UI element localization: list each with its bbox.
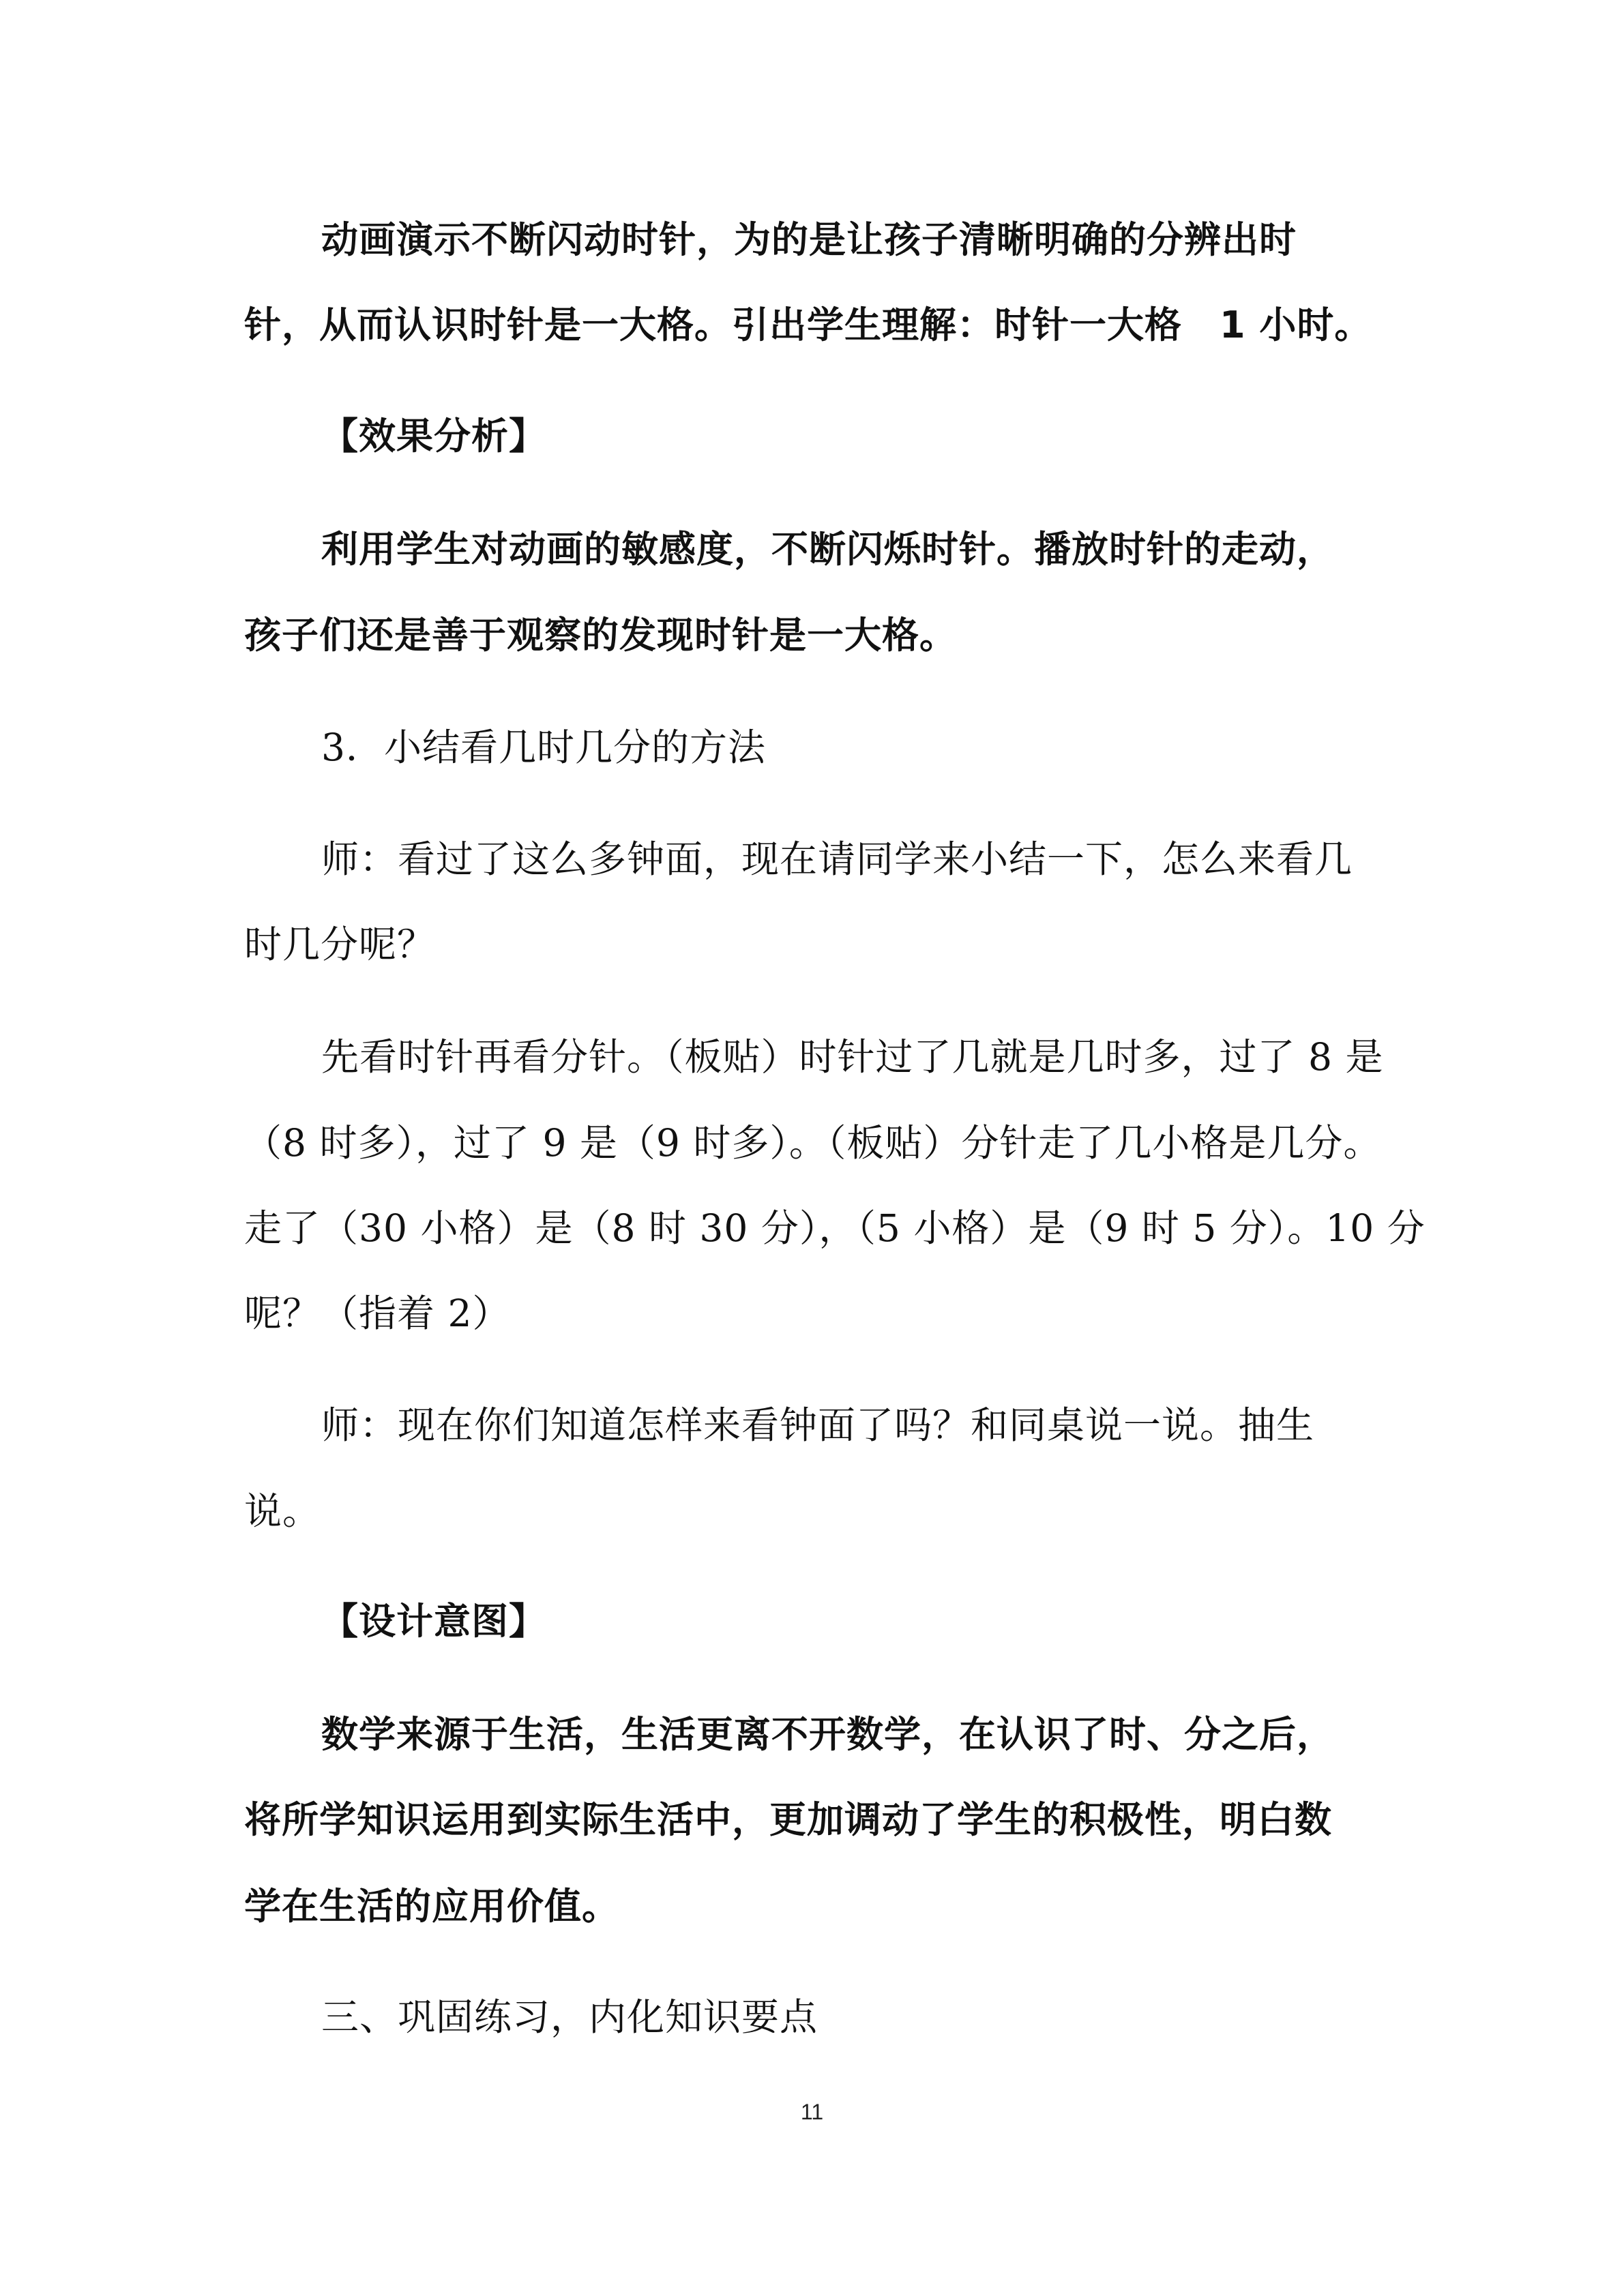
subsection-heading: 3．小结看几时几分的方法 [321, 726, 766, 769]
section-heading-effect-analysis: 【效果分析】 [321, 415, 546, 458]
section-heading-consolidation: 三、巩固练习，内化知识要点 [321, 1995, 818, 2039]
paragraph-line-11: 师：现在你们知道怎样来看钟面了吗？和同桌说一说。抽生 [321, 1403, 1315, 1447]
paragraph-line-10: 呢？（指着 2） [244, 1292, 511, 1335]
paragraph-line-5: 师：看过了这么多钟面，现在请同学来小结一下，怎么来看几 [321, 837, 1353, 881]
page-number: 11 [800, 2100, 824, 2124]
paragraph-line-9: 走了（30 小格）是（8 时 30 分），（5 小格）是（9 时 5 分）。10 分 [244, 1206, 1426, 1250]
paragraph-line-14: 将所学知识运用到实际生活中，更加调动了学生的积极性，明白数 [244, 1798, 1332, 1841]
section-heading-design-intent: 【设计意图】 [321, 1600, 546, 1643]
paragraph-line-13: 数学来源于生活，生活更离不开数学，在认识了时、分之后， [321, 1713, 1334, 1756]
paragraph-line-3: 利用学生对动画的敏感度，不断闪烁时针。播放时针的走动， [321, 528, 1334, 571]
paragraph-line-7: 先看时针再看分针。（板贴）时针过了几就是几时多，过了 8 是 [321, 1035, 1384, 1079]
paragraph-line-1: 动画演示不断闪动时针，为的是让孩子清晰明确的分辨出时 [321, 218, 1297, 261]
paragraph-line-12: 说。 [244, 1489, 321, 1533]
paragraph-line-8: （8 时多），过了 9 是（9 时多）。（板贴）分针走了几小格是几分。 [244, 1121, 1382, 1165]
paragraph-line-15: 学在生活的应用价值。 [244, 1885, 619, 1928]
paragraph-line-6: 时几分呢？ [244, 923, 436, 966]
paragraph-line-4: 孩子们还是善于观察的发现时针是一大格。 [244, 614, 957, 657]
paragraph-line-2: 针，从而认识时针是一大格。引出学生理解：时针一大格 1 小时。 [244, 303, 1372, 346]
